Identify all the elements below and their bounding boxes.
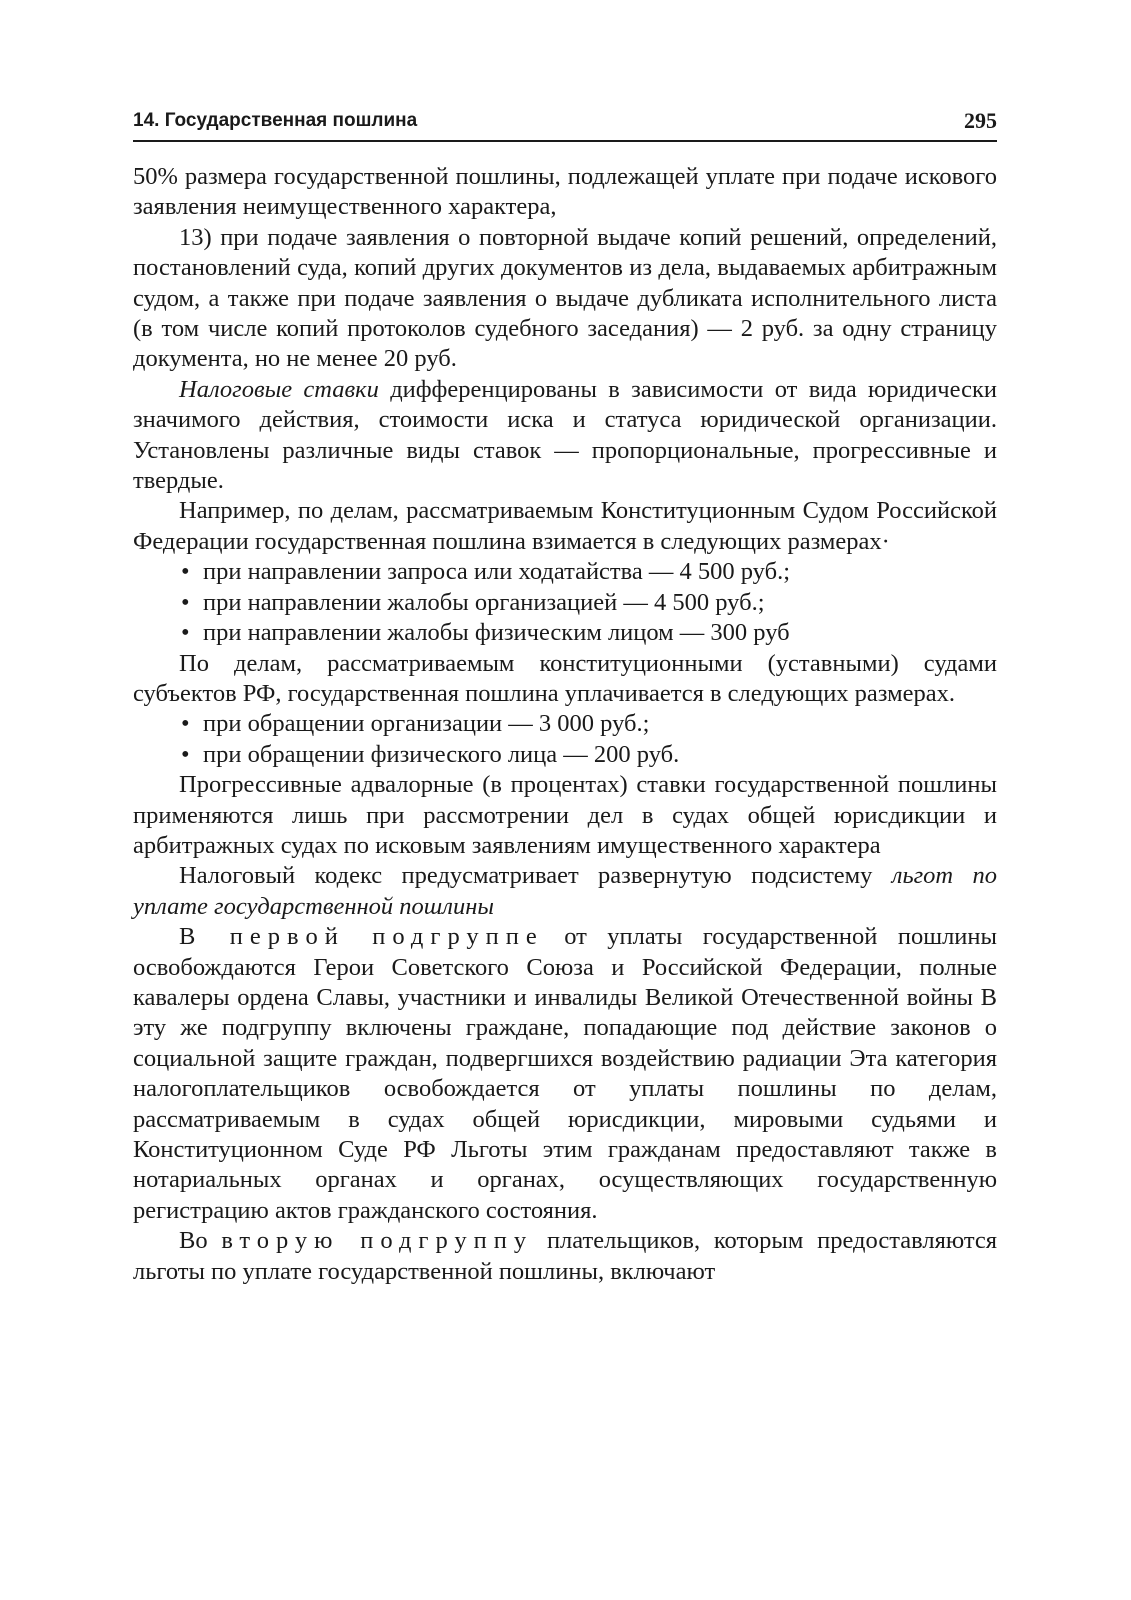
chapter-title: 14. Государственная пошлина	[133, 110, 418, 131]
paragraph-progressive-rates: Прогрессивные адвалорные (в процентах) ставки государственной пошлины применяются лишь при рассмотрении дел в судах общей юрисдикции и арбитражных судах по исковым заявлениям имущественного характера	[133, 771, 997, 859]
paragraph-benefits-intro: Налоговый кодекс предусматривает развернутую подсистему льгот по уплате государственной пошлины	[133, 862, 997, 920]
list-constitutional-court-fees	[133, 557, 997, 648]
paragraph-item-13: 13) при подаче заявления о повторной выдаче копий решений, определений, постановлений суда, копий других документов из дела, выдаваемых арбитражным судом, а также при подаче заявления о выдаче дубликата исполнительного листа (в том числе копий протоколов судебного заседания) — 2 руб. за одну страницу документа, но не менее 20 руб.	[133, 223, 997, 373]
spaced-first-subgroup: В первой подгруппе	[179, 923, 544, 951]
paragraph-tax-rates	[133, 375, 997, 497]
bullet-icon: •	[181, 588, 190, 616]
emphasis-benefits: льгот по уплате государственной пошлины	[133, 862, 997, 920]
book-page	[133, 106, 997, 1287]
bullet-icon: •	[181, 619, 190, 647]
bullet-icon: •	[181, 710, 190, 738]
paragraph-continuation: 50% размера государственной пошлины, подлежащей уплате при подаче искового заявления неимущественного характера,	[133, 163, 997, 221]
bullet-icon: •	[181, 558, 190, 586]
emphasis-tax-rates: Налоговые ставки	[179, 375, 379, 403]
paragraph-regional-courts: По делам, рассматриваемым конституционными (уставными) судами субъектов РФ, государственная пошлина уплачивается в следующих размерах.	[133, 649, 997, 707]
list-item: • при направлении запроса или ходатайства — 4 500 руб.;	[133, 557, 997, 587]
page-number: 295	[964, 108, 997, 133]
list-item: • при направлении жалобы организацией — 4 500 руб.;	[133, 588, 997, 618]
body-text	[133, 162, 997, 1287]
list-item: • при обращении физического лица — 200 руб.	[133, 740, 997, 770]
paragraph-second-subgroup: Во вторую подгруппу плательщиков, которым предоставляются льготы по уплате государственной пошлины, включают	[133, 1227, 997, 1285]
list-item: • при обращении организации — 3 000 руб.;	[133, 709, 997, 739]
paragraph-constitutional-court: Например, по делам, рассматриваемым Конституционным Судом Российской Федерации государственная пошлина взимается в следующих размерах·	[133, 497, 997, 555]
spaced-second-subgroup: вторую подгруппу	[221, 1227, 534, 1255]
running-head	[133, 106, 997, 136]
paragraph-first-subgroup: В первой подгруппе от уплаты государственной пошлины освобождаются Герои Советского Союза и Российской Федерации, полные кавалеры ордена Славы, участники и инвалиды Великой Отечественной войны В эту же подгруппу включены граждане, попадающие под действие законов о социальной защите граждан, подвергшихся воздействию радиации Эта категория налогоплательщиков освобождается от уплаты пошлины по делам, рассматриваемым в судах общей юрисдикции, мировыми судьями и Конституционном Суде РФ Льготы этим гражданам предоставляют также в нотариальных органах и органах, осуществляющих государственную регистрацию актов гражданского состояния.	[133, 923, 997, 1224]
list-regional-court-fees	[133, 709, 997, 770]
paragraph-tax-rates-text: дифференцированы в зависимости от вида юридически значимого действия, стоимости иска и статуса юридической организации. Установлены различные виды ставок — пропорциональные, прогрессивные и твердые.	[133, 375, 997, 495]
bullet-icon: •	[181, 740, 190, 768]
header-rule	[133, 140, 997, 142]
list-item: • при направлении жалобы физическим лицом — 300 руб	[133, 618, 997, 648]
